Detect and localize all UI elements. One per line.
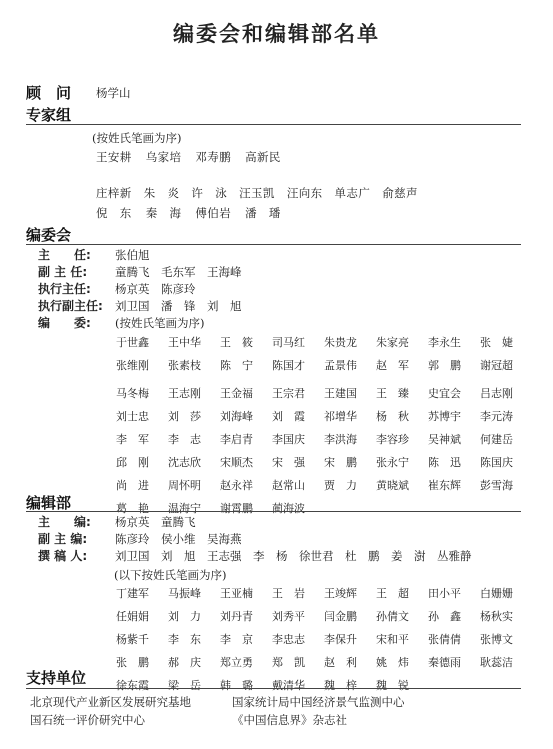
- support-org-3: 国石统一评价研究中心: [30, 713, 145, 727]
- expert-note: (按姓氏笔画为序): [92, 131, 182, 145]
- member-name: 杨紫千: [116, 633, 149, 646]
- member-name: 张 鹏: [116, 656, 149, 669]
- member-name: 魏 梓: [324, 679, 357, 692]
- member-name: 闫金鹏: [324, 610, 357, 623]
- support-org-4: 《中国信息界》杂志社: [232, 713, 347, 727]
- member-name: 白姗姗: [480, 587, 513, 600]
- member-name: 吕志刚: [480, 387, 513, 400]
- member-name: 祁增华: [324, 410, 357, 423]
- adviser-name: 杨学山: [96, 86, 131, 100]
- member-name: 赵 军: [376, 359, 409, 372]
- section-divider: [26, 511, 521, 512]
- member-name: 苏博宇: [428, 410, 461, 423]
- member-name: 周怀明: [168, 479, 201, 492]
- member-name: 丁建军: [116, 587, 149, 600]
- member-name: 张维刚: [116, 359, 149, 372]
- member-name: 王建国: [324, 387, 357, 400]
- member-name: 宋和平: [376, 633, 409, 646]
- expert-name: 单志广: [334, 186, 371, 200]
- member-name: 杨秋实: [480, 610, 513, 623]
- member-name: 刘秀平: [272, 610, 305, 623]
- member-name: 郑立勇: [220, 656, 253, 669]
- expert-name: 邓寿鹏: [195, 150, 232, 164]
- expert-name: 高新民: [245, 150, 281, 164]
- role-value: (按姓氏笔画为序): [115, 316, 205, 330]
- member-name: 邱 刚: [116, 456, 149, 469]
- member-name: 王 超: [376, 587, 409, 600]
- member-name: 张博文: [480, 633, 513, 646]
- expert-name: 傅伯岩: [195, 206, 232, 220]
- member-name: 王亚楠: [220, 587, 253, 600]
- member-name: 王中华: [168, 336, 201, 349]
- member-name: 张 婕: [480, 336, 513, 349]
- member-name: 崔东辉: [428, 479, 461, 492]
- expert-name: 汪玉凯: [239, 186, 275, 200]
- support-heading: 支持单位: [26, 669, 87, 687]
- member-name: 李元涛: [480, 410, 513, 423]
- member-name: 韩 璐: [220, 679, 253, 692]
- adviser-label: 顾 问: [26, 84, 72, 102]
- member-name: 宋 鹏: [324, 456, 357, 469]
- expert-name: 潘 璠: [245, 206, 281, 220]
- member-name: 李保升: [324, 633, 357, 646]
- member-name: 李洪海: [324, 433, 357, 446]
- role-label: 撰 稿 人:: [38, 549, 88, 563]
- member-name: 黄晓斌: [376, 479, 409, 492]
- committee-heading: 编委会: [26, 226, 72, 244]
- member-name: 刘士忠: [116, 410, 149, 423]
- member-name: 赵 利: [324, 656, 357, 669]
- member-name: 朱家亮: [376, 336, 409, 349]
- section-divider: [26, 244, 521, 245]
- member-name: 何建岳: [480, 433, 513, 446]
- expert-name: 秦 海: [145, 206, 182, 220]
- expert-name: 俞慈声: [382, 186, 418, 200]
- role-label: 执行副主任:: [38, 299, 103, 313]
- member-name: 赵永祥: [220, 479, 253, 492]
- member-name: 李忠志: [272, 633, 305, 646]
- member-name: 李 东: [168, 633, 201, 646]
- member-name: 王 臻: [376, 387, 409, 400]
- section-divider: [26, 124, 521, 125]
- role-label: 主 编:: [38, 515, 91, 529]
- role-value: 刘卫国 刘 旭 王志强 李 杨 徐世君 杜 鹏 姜 澍 丛雅静: [115, 549, 472, 563]
- member-name: 郑 凯: [272, 656, 305, 669]
- expert-names-row-3: [96, 205, 295, 221]
- member-name: 史宜会: [428, 387, 461, 400]
- committee-members-a: [116, 334, 532, 373]
- role-value: 刘卫国 潘 锋 刘 旭: [115, 299, 242, 313]
- member-name: 姚 炜: [376, 656, 409, 669]
- member-name: 王竣辉: [324, 587, 357, 600]
- role-label: 执行主任:: [38, 282, 91, 296]
- expert-names-row-1: [96, 149, 295, 165]
- member-name: 张永宁: [376, 456, 409, 469]
- member-name: 王 岩: [272, 587, 305, 600]
- member-name: 郝 庆: [168, 656, 201, 669]
- expert-name: 许 泳: [191, 186, 228, 200]
- role-value: 童腾飞 毛东军 王海峰: [115, 265, 242, 279]
- member-name: 宋顺杰: [220, 456, 253, 469]
- member-name: 徐东霞: [116, 679, 149, 692]
- expert-names-row-2: [96, 185, 430, 201]
- member-name: 李 志: [168, 433, 201, 446]
- editorial-heading: 编辑部: [26, 494, 72, 512]
- member-name: 孙倩文: [376, 610, 409, 623]
- member-name: 李容珍: [376, 433, 409, 446]
- member-name: 陈国庆: [480, 456, 513, 469]
- role-label: 编 委:: [38, 316, 91, 330]
- expert-name: 乌家培: [145, 150, 182, 164]
- role-label: 副 主 编:: [38, 532, 88, 546]
- member-name: 陈国才: [272, 359, 305, 372]
- member-name: 孙 鑫: [428, 610, 461, 623]
- member-name: 温海宁: [168, 502, 201, 515]
- member-name: 谢霄鹏: [220, 502, 253, 515]
- member-name: 赵常山: [272, 479, 305, 492]
- support-org-1: 北京现代产业新区发展研究基地: [30, 695, 191, 709]
- member-name: 马冬梅: [116, 387, 149, 400]
- member-name: 马振峰: [168, 587, 201, 600]
- member-name: 张素枝: [168, 359, 201, 372]
- member-name: 李永生: [428, 336, 461, 349]
- role-value: 杨京英 陈彦玲: [115, 282, 196, 296]
- role-value: 杨京英 童腾飞: [115, 515, 196, 529]
- role-value: 陈彦玲 侯小维 吴海燕: [115, 532, 242, 546]
- member-name: 任娟娟: [116, 610, 149, 623]
- member-name: 王金福: [220, 387, 253, 400]
- expert-name: 王安耕: [96, 150, 132, 164]
- member-name: 耿蕊洁: [480, 656, 513, 669]
- member-name: 李国庆: [272, 433, 305, 446]
- member-name: 秦德雨: [428, 656, 461, 669]
- member-name: 张倩倩: [428, 633, 461, 646]
- member-name: 田小平: [428, 587, 461, 600]
- member-name: 司马红: [272, 336, 305, 349]
- member-name: 沈志欣: [168, 456, 201, 469]
- member-name: 刘海峰: [220, 410, 253, 423]
- member-name: 刘丹青: [220, 610, 253, 623]
- member-name: 朱贵龙: [324, 336, 357, 349]
- member-name: 杨 秋: [376, 410, 409, 423]
- role-label: 副 主 任:: [38, 265, 88, 279]
- expert-heading: 专家组: [26, 106, 72, 124]
- member-name: 王 筱: [220, 336, 253, 349]
- member-name: 李启青: [220, 433, 253, 446]
- member-name: 刘 力: [168, 610, 201, 623]
- member-name: 刘 莎: [168, 410, 201, 423]
- member-name: 郭 鹏: [428, 359, 461, 372]
- member-name: 于世鑫: [116, 336, 149, 349]
- support-org-2: 国家统计局中国经济景气监测中心: [232, 695, 405, 709]
- member-name: 贾 力: [324, 479, 357, 492]
- member-name: 宋 强: [272, 456, 305, 469]
- expert-name: 汪向东: [286, 186, 323, 200]
- role-label: 主 任:: [38, 248, 91, 262]
- expert-name: 倪 东: [96, 206, 132, 220]
- member-name: 尚 进: [116, 479, 149, 492]
- editorial-members: [116, 585, 532, 693]
- member-name: 彭雪海: [480, 479, 513, 492]
- member-name: 王志刚: [168, 387, 201, 400]
- member-name: 谢冠超: [480, 359, 513, 372]
- section-divider: [26, 688, 521, 689]
- expert-name: 朱 炎: [143, 186, 180, 200]
- role-value: 张伯旭: [115, 248, 150, 262]
- committee-members-b: [116, 385, 532, 516]
- member-name: 梁 岳: [168, 679, 201, 692]
- member-name: 魏 锐: [376, 679, 409, 692]
- member-name: 吴神斌: [428, 433, 461, 446]
- member-name: 李 京: [220, 633, 253, 646]
- member-name: 刘 霞: [272, 410, 305, 423]
- member-name: 戴清华: [272, 679, 305, 692]
- member-name: 王宗君: [272, 387, 305, 400]
- page-title: 编委会和编辑部名单: [173, 22, 380, 46]
- expert-name: 庄梓新: [96, 186, 132, 200]
- editorial-note: (以下按姓氏笔画为序): [114, 568, 227, 582]
- member-name: 葛 艳: [116, 502, 149, 515]
- member-name: 李 军: [116, 433, 149, 446]
- member-name: 孟景伟: [324, 359, 357, 372]
- member-name: 陈 迅: [428, 456, 461, 469]
- member-name: 蔺海波: [272, 502, 305, 515]
- member-name: 陈 宁: [220, 359, 253, 372]
